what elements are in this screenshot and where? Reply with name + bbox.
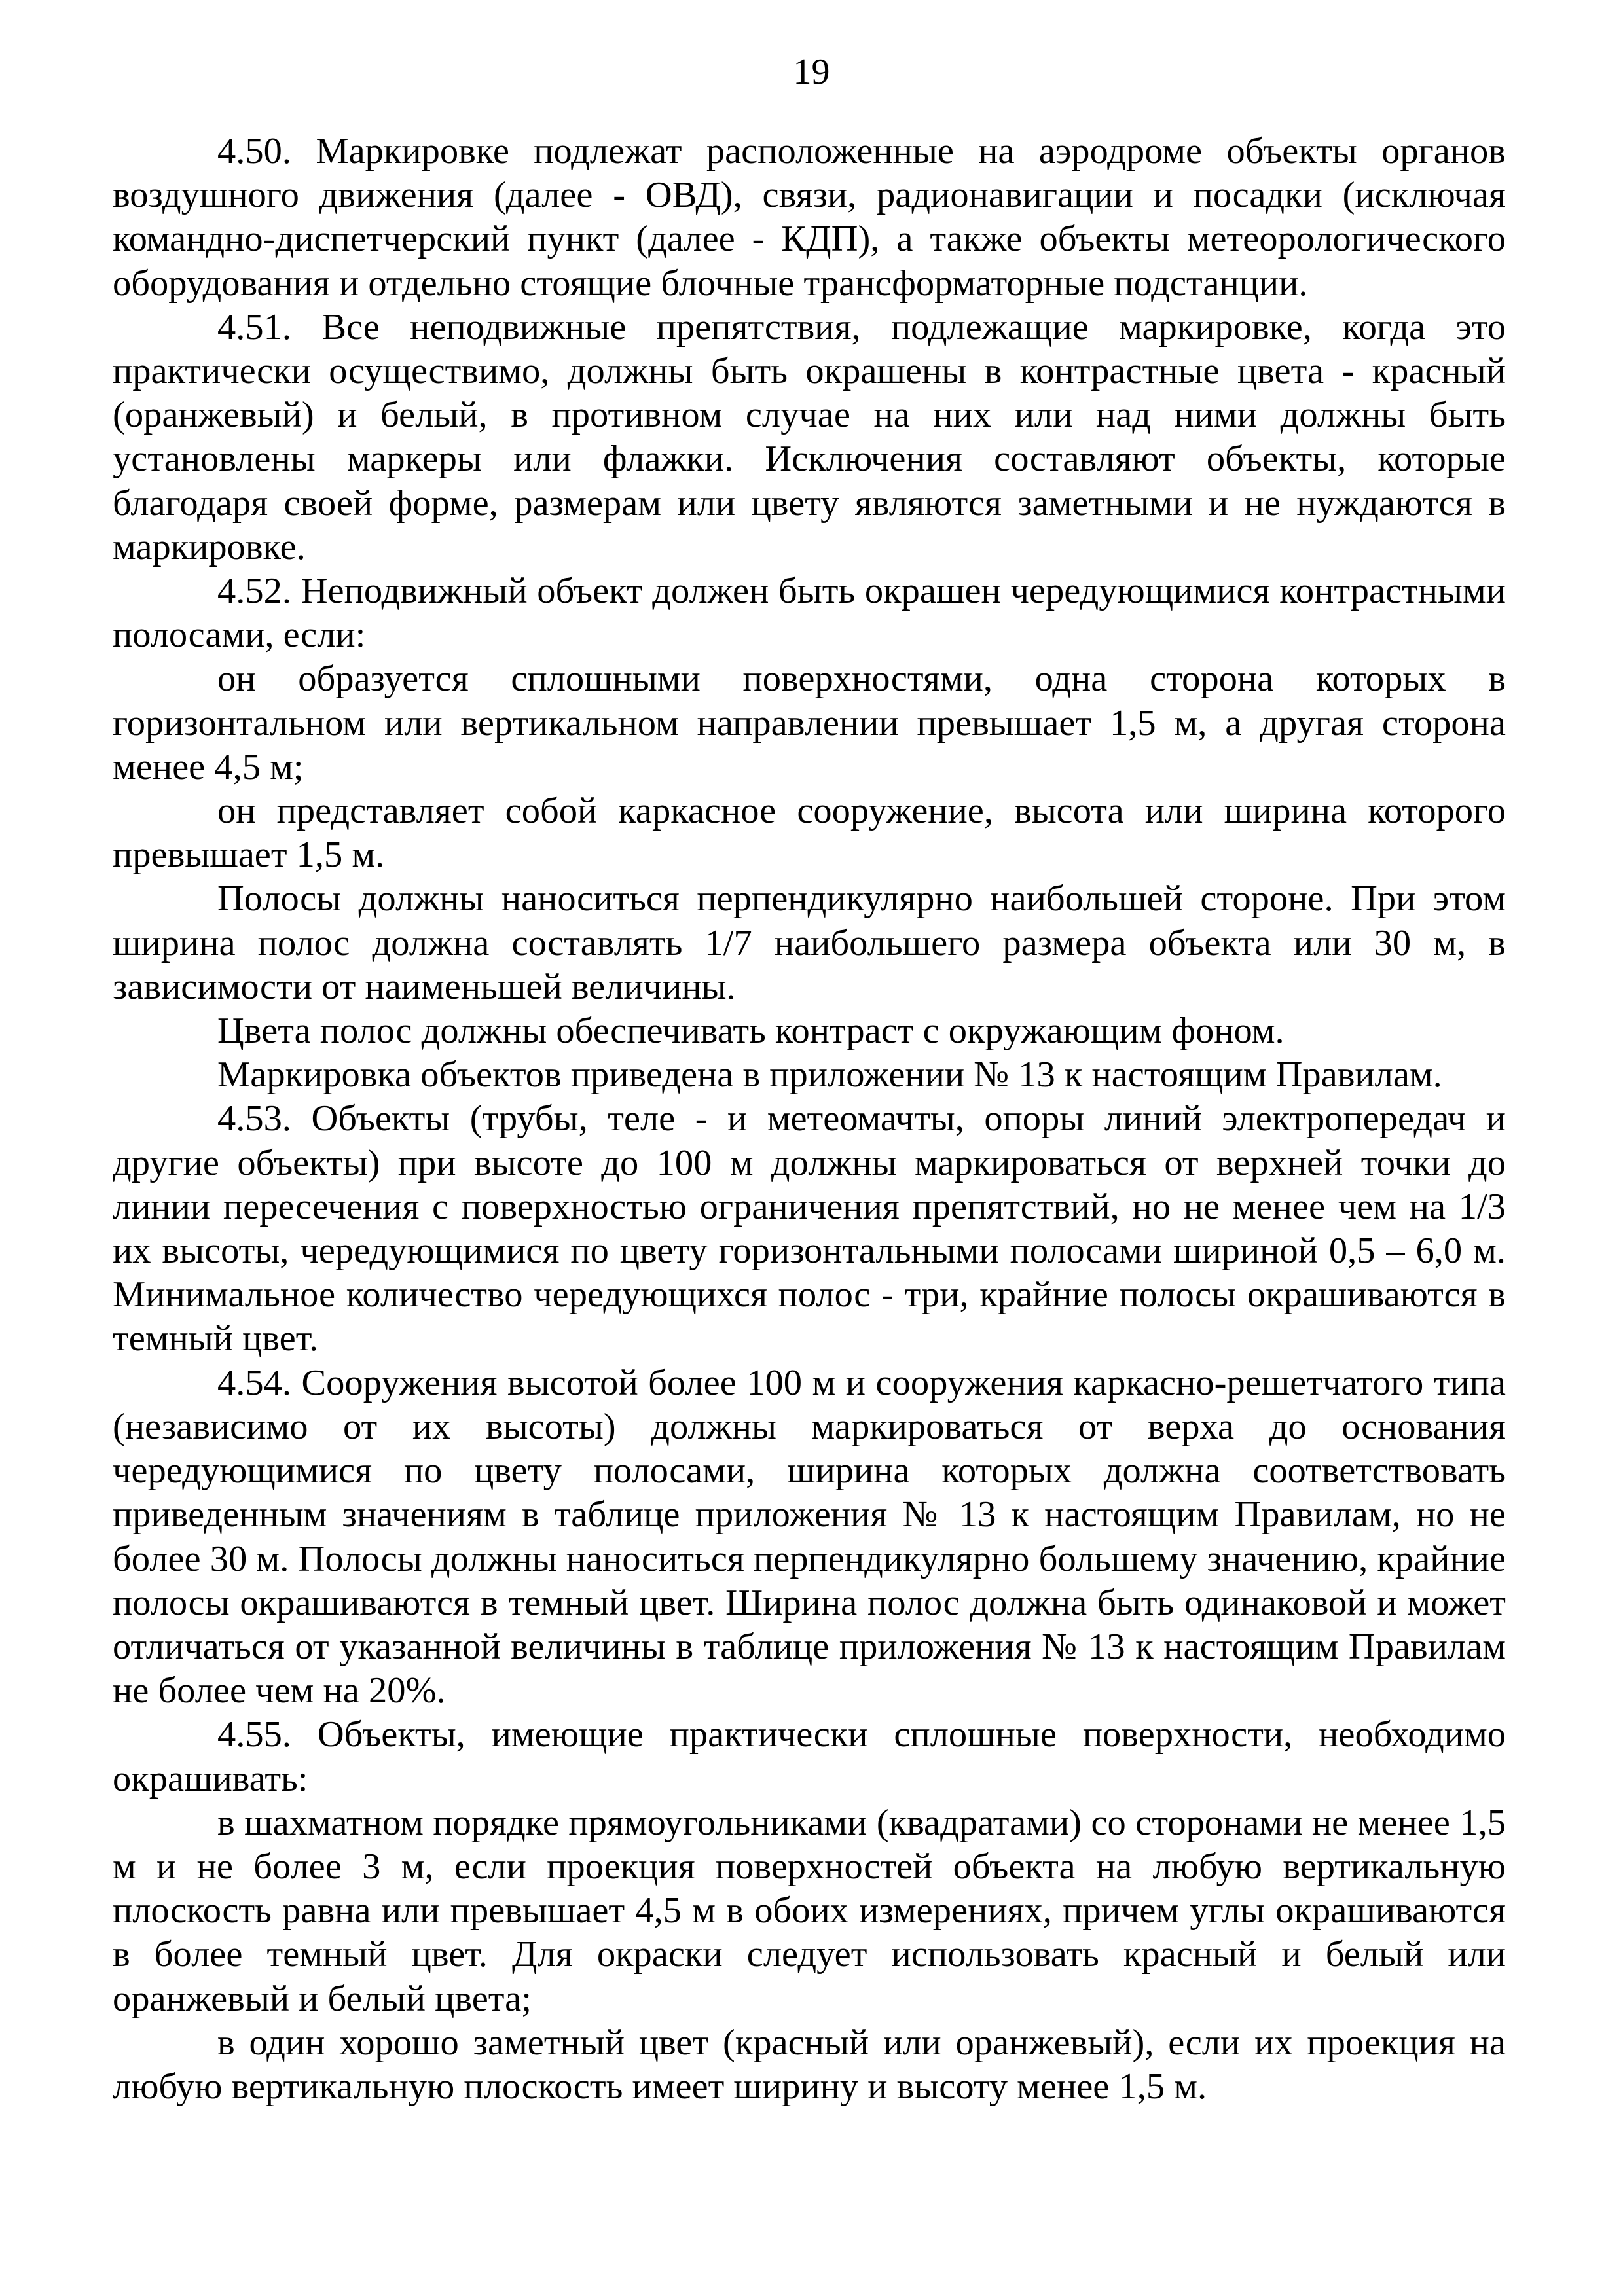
paragraph-appendix-reference: Маркировка объектов приведена в приложении № 13 к настоящим Правилам. [217,1054,1442,1096]
paragraph-4-50: 4.50. Маркировке подлежат расположенные на аэродроме объекты органов воздушного движения (далее - ОВД), связи, радионавигации и посадки (исключая командно-диспетчерский пункт (далее - КДП), а также объекты метеорологического оборудования и отдельно стоящие блочные трансформаторные подстанции. [113,131,1506,304]
paragraph-4-51: 4.51. Все неподвижные препятствия, подлежащие маркировке, когда это практически осуществимо, должны быть окрашены в контрастные цвета - красный (оранжевый) и белый, в противном случае на них или над ними должны быть установлены маркеры или флажки. Исключения составляют объекты, которые благодаря своей форме, размерам или цвету являются заметными и не нуждаются в маркировке. [113,306,1506,567]
paragraph-stripes-direction: Полосы должны наноситься перпендикулярно наибольшей стороне. При этом ширина полос должна составлять 1/7 наибольшего размера объекта или 30 м, в зависимости от наименьшей величины. [113,878,1506,1007]
paragraph-4-55-item-1: в шахматном порядке прямоугольниками (квадратами) со сторонами не менее 1,5 м и не более 3 м, если проекция поверхностей объекта на любую вертикальную плоскость равна или превышает 4,5 м в обоих измерениях, причем углы окрашиваются в более темный цвет. Для окраски следует использовать красный и белый или оранжевый и белый цвета; [113,1802,1506,2019]
paragraph-4-54: 4.54. Сооружения высотой более 100 м и сооружения каркасно-решетчатого типа (независимо от их высоты) должны маркироваться от верха до основания чередующимися по цвету полосами, ширина которых должна соответствовать приведенным значениям в таблице приложения № 13 к настоящим Правилам, но не более 30 м. Полосы должны наноситься перпендикулярно большему значению, крайние полосы окрашиваются в темный цвет. Ширина полос должна быть одинаковой и может отличаться от указанной величины в таблице приложения № 13 к настоящим Правилам не более чем на 20%. [113,1362,1506,1712]
paragraph-4-55: 4.55. Объекты, имеющие практически сплошные поверхности, необходимо окрашивать: [113,1714,1506,1799]
paragraph-stripes-contrast: Цвета полос должны обеспечивать контраст с окружающим фоном. [217,1011,1285,1052]
paragraph-4-52-item-2: он представляет собой каркасное сооружение, высота или ширина которого превышает 1,5 м. [113,791,1506,876]
document-body [113,130,1506,2109]
paragraph-4-52: 4.52. Неподвижный объект должен быть окрашен чередующимися контрастными полосами, если: [113,571,1506,656]
paragraph-4-52-item-1: он образуется сплошными поверхностями, одна сторона которых в горизонтальном или вертикальном направлении превышает 1,5 м, а другая сторона менее 4,5 м; [113,658,1506,787]
page-number: 19 [793,52,830,92]
paragraph-4-53: 4.53. Объекты (трубы, теле - и метеомачты, опоры линий электропередач и другие объекты) при высоте до 100 м должны маркироваться от верхней точки до линии пересечения с поверхностью ограничения препятствий, но не менее чем на 1/3 их высоты, чередующимися по цвету горизонтальными полосами шириной 0,5 – 6,0 м. Минимальное количество чередующихся полос - три, крайние полосы окрашиваются в темный цвет. [113,1098,1506,1359]
paragraph-4-55-item-2: в один хорошо заметный цвет (красный или оранжевый), если их проекция на любую вертикальную плоскость имеет ширину и высоту менее 1,5 м. [113,2022,1506,2107]
